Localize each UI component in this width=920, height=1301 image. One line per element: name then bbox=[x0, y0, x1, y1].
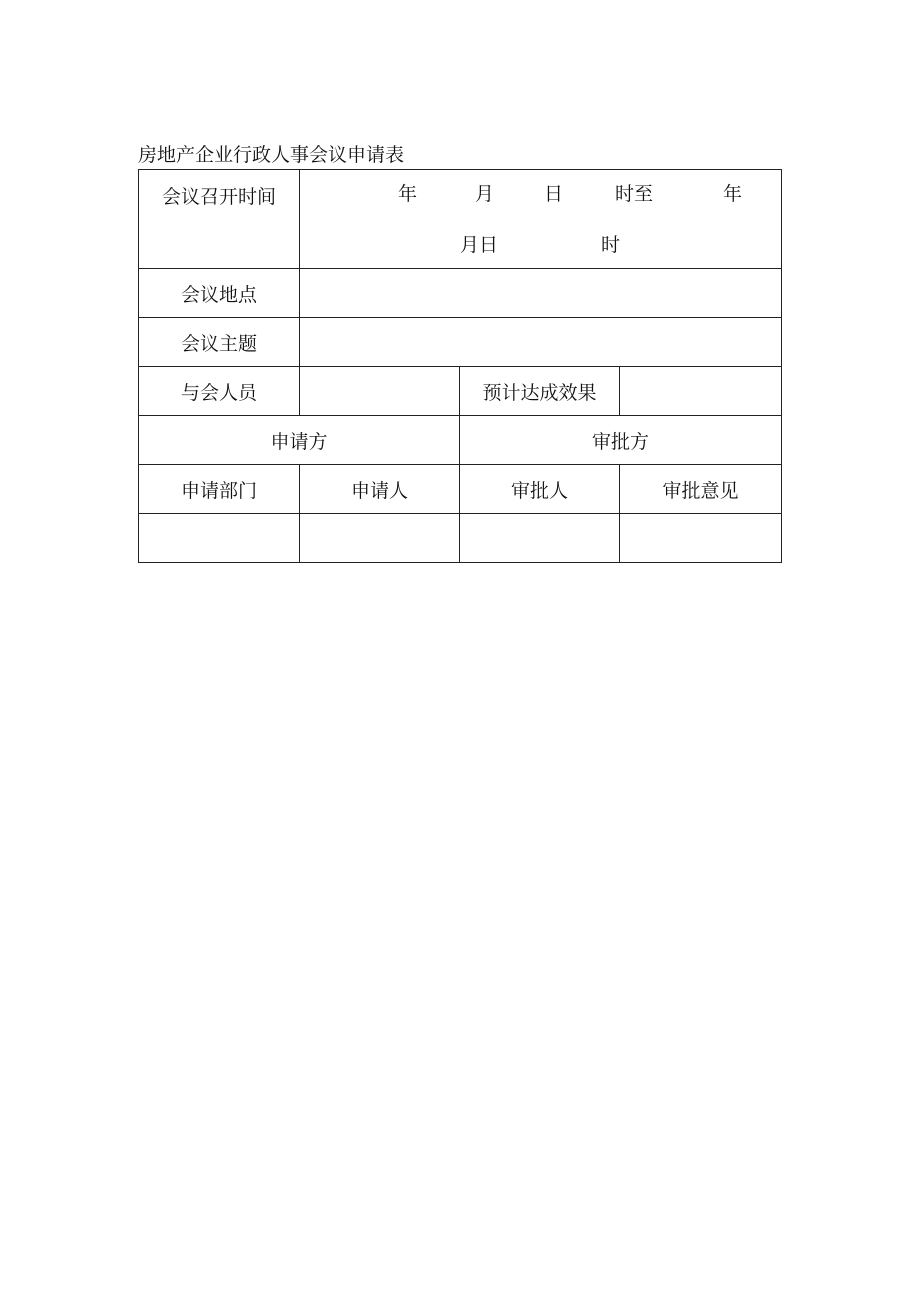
approver-field[interactable] bbox=[460, 514, 620, 563]
meeting-location-field[interactable] bbox=[300, 269, 782, 318]
attendees-row bbox=[139, 367, 782, 416]
year-label: 年 bbox=[398, 183, 418, 205]
approver-header: 审批人 bbox=[460, 465, 620, 514]
applicant-dept-header: 申请部门 bbox=[139, 465, 300, 514]
applicant-field[interactable] bbox=[300, 514, 460, 563]
sections-row bbox=[139, 416, 782, 465]
meeting-topic-field[interactable] bbox=[300, 318, 782, 367]
attendees-field[interactable] bbox=[300, 367, 460, 416]
meeting-topic-label: 会议主题 bbox=[139, 318, 300, 367]
applicant-section-header: 申请方 bbox=[139, 416, 460, 465]
end-month-day-label: 月日 bbox=[460, 234, 499, 256]
expected-effect-label: 预计达成效果 bbox=[460, 367, 620, 416]
day-label: 日 bbox=[544, 183, 564, 205]
meeting-application-form bbox=[138, 169, 782, 563]
approval-opinion-field[interactable] bbox=[620, 514, 782, 563]
document-title: 房地产企业行政人事会议申请表 bbox=[138, 144, 405, 166]
meeting-time-field[interactable] bbox=[300, 170, 782, 269]
meeting-topic-row bbox=[139, 318, 782, 367]
column-headers-row bbox=[139, 465, 782, 514]
meeting-time-row bbox=[139, 170, 782, 269]
approval-opinion-header: 审批意见 bbox=[620, 465, 782, 514]
approver-section-header: 审批方 bbox=[460, 416, 782, 465]
attendees-label: 与会人员 bbox=[139, 367, 300, 416]
hour-to-label: 时至 bbox=[615, 183, 654, 205]
applicant-header: 申请人 bbox=[300, 465, 460, 514]
values-row bbox=[139, 514, 782, 563]
applicant-dept-field[interactable] bbox=[139, 514, 300, 563]
expected-effect-field[interactable] bbox=[620, 367, 782, 416]
meeting-time-label: 会议召开时间 bbox=[139, 170, 300, 269]
end-year-label: 年 bbox=[723, 183, 743, 205]
meeting-location-row bbox=[139, 269, 782, 318]
meeting-location-label: 会议地点 bbox=[139, 269, 300, 318]
month-label: 月 bbox=[475, 183, 495, 205]
end-hour-label: 时 bbox=[601, 234, 621, 256]
